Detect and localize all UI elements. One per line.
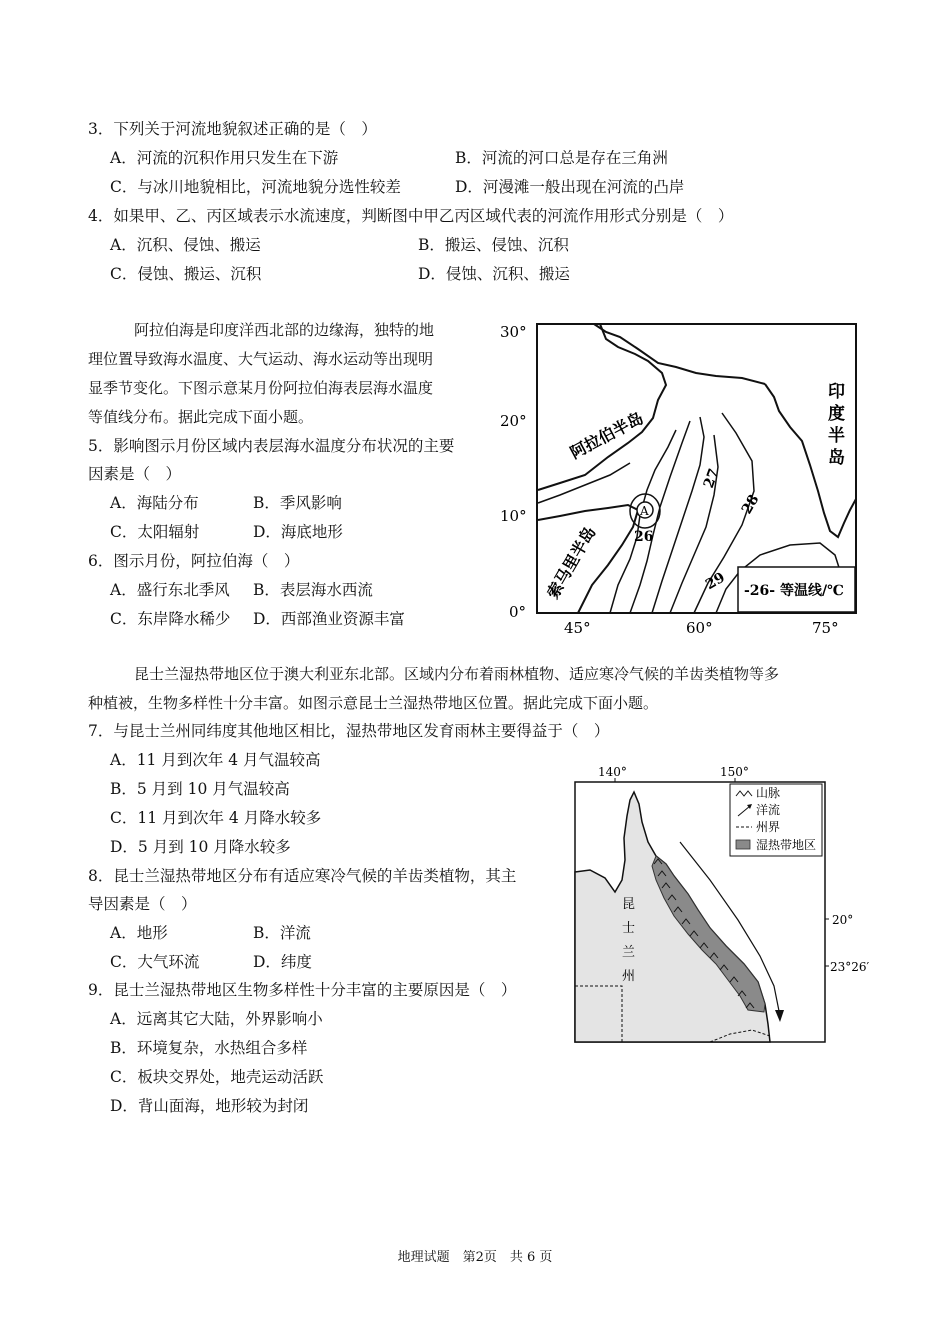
q5-option-d: D．海底地形 <box>253 523 343 541</box>
isotherm-label-27: 27 <box>700 466 723 491</box>
legend-current: 洋流 <box>756 803 781 817</box>
q4-option-c: C．侵蚀、搬运、沉积 <box>110 265 262 283</box>
legend-boundary: 州界 <box>756 820 781 834</box>
q4-option-b: B．搬运、侵蚀、沉积 <box>418 236 569 254</box>
india-label-2: 度 <box>828 404 845 424</box>
page-footer: 地理试题 第2页 共 6 页 <box>397 1250 553 1265</box>
q5-option-a: A．海陆分布 <box>110 494 199 512</box>
q3-stem: 3．下列关于河流地貌叙述正确的是（ ） <box>88 120 377 138</box>
legend-wet-tropics: 湿热带地区 <box>756 838 817 852</box>
legend-mountain: 山脉 <box>756 786 781 800</box>
q9-option-b: B．环境复杂，水热组合多样 <box>110 1039 308 1057</box>
india-label-1: 印 <box>828 382 845 402</box>
lat-label-10: 10° <box>500 507 527 525</box>
q6-option-b: B．表层海水西流 <box>253 581 373 599</box>
arabian-peninsula-label: 阿拉伯半岛 <box>566 408 647 463</box>
q5-option-c: C．太阳辐射 <box>110 523 200 541</box>
q8-option-c: C．大气环流 <box>110 953 200 971</box>
q3-option-a: A．河流的沉积作用只发生在下游 <box>110 149 339 167</box>
q7-option-c: C．11 月到次年 4 月降水较多 <box>110 809 322 827</box>
lon-label-140: 140° <box>598 765 627 779</box>
isotherm-label-26: 26 <box>634 529 654 545</box>
arabian-intro-line-4: 等值线分布。据此完成下面小题。 <box>88 408 314 426</box>
q4-option-a: A．沉积、侵蚀、搬运 <box>110 236 261 254</box>
q8-option-a: A．地形 <box>110 924 168 942</box>
india-label-3: 半 <box>828 426 845 446</box>
q7-option-d: D．5 月到 10 月降水较多 <box>110 838 291 856</box>
q6-option-c: C．东岸降水稀少 <box>110 610 231 628</box>
state-label-2: 士 <box>622 921 636 936</box>
q8-stem-2: 导因素是（ ） <box>88 895 197 913</box>
q6-stem: 6．图示月份，阿拉伯海（ ） <box>88 552 300 570</box>
lat-label-20: 20° <box>500 412 527 430</box>
state-label-3: 兰 <box>622 945 636 960</box>
isotherm-legend: -26- 等温线/℃ <box>744 583 844 599</box>
lat-label-20: 20° <box>832 913 854 927</box>
q9-option-d: D．背山面海，地形较为封闭 <box>110 1097 309 1115</box>
queensland-intro-2: 种植被，生物多样性十分丰富。如图示意昆士兰湿热带地区位置。据此完成下面小题。 <box>88 694 659 712</box>
q6-option-a: A．盛行东北季风 <box>110 581 230 599</box>
lon-label-45: 45° <box>564 619 591 637</box>
q9-option-a: A．远离其它大陆，外界影响小 <box>110 1010 323 1028</box>
q5-stem-1: 5．影响图示月份区域内表层海水温度分布状况的主要 <box>88 437 455 455</box>
india-label-4: 岛 <box>828 448 845 468</box>
q7-option-b: B．5 月到 10 月气温较高 <box>110 780 290 798</box>
q9-stem: 9．昆士兰湿热带地区生物多样性十分丰富的主要原因是（ ） <box>88 981 517 999</box>
q9-option-c: C．板块交界处，地壳运动活跃 <box>110 1068 324 1086</box>
queensland-intro-1: 昆士兰湿热带地区位于澳大利亚东北部。区域内分布着雨林植物、适应寒冷气候的羊齿类植物等多 <box>134 665 780 683</box>
arabian-sea-isotherm-map <box>490 315 870 645</box>
state-label-4: 州 <box>622 969 636 984</box>
arabian-intro-line-2: 理位置导致海水温度、大气运动、海水运动等出现明 <box>88 350 434 368</box>
lat-label-0: 0° <box>509 603 527 621</box>
isotherm-label-28: 28 <box>738 492 763 517</box>
somali-peninsula-label: 索马里半岛 <box>543 523 600 602</box>
isotherm-label-29: 29 <box>702 569 728 594</box>
q3-option-c: C．与冰川地貌相比，河流地貌分选性较差 <box>110 178 401 196</box>
lon-label-75: 75° <box>812 619 839 637</box>
lat-label-30: 30° <box>500 323 527 341</box>
point-a-label: A <box>640 504 649 518</box>
queensland-wet-tropics-map <box>570 760 890 1050</box>
arabian-intro-line-3: 显季节变化。下图示意某月份阿拉伯海表层海水温度 <box>88 379 434 397</box>
q8-option-b: B．洋流 <box>253 924 311 942</box>
lat-label-2326: 23°26′ <box>830 960 870 974</box>
q4-option-d: D．侵蚀、沉积、搬运 <box>418 265 570 283</box>
q8-option-d: D．纬度 <box>253 953 312 971</box>
q6-option-d: D．西部渔业资源丰富 <box>253 610 405 628</box>
legend-wet-tropics-icon <box>736 840 750 849</box>
lon-label-60: 60° <box>686 619 713 637</box>
arabian-intro-line-1: 阿拉伯海是印度洋西北部的边缘海，独特的地 <box>134 321 435 339</box>
q5-stem-2: 因素是（ ） <box>88 465 182 483</box>
q7-stem: 7．与昆士兰州同纬度其他地区相比，湿热带地区发育雨林主要得益于（ ） <box>88 722 610 740</box>
state-label-1: 昆 <box>622 897 636 912</box>
q3-option-b: B．河流的河口总是存在三角洲 <box>455 149 668 167</box>
q4-stem: 4．如果甲、乙、丙区域表示水流速度，判断图中甲乙丙区域代表的河流作用形式分别是（ ） <box>88 207 734 225</box>
q7-option-a: A．11 月到次年 4 月气温较高 <box>110 751 321 769</box>
lon-label-150: 150° <box>720 765 749 779</box>
q3-option-d: D．河漫滩一般出现在河流的凸岸 <box>455 178 685 196</box>
q8-stem-1: 8．昆士兰湿热带地区分布有适应寒冷气候的羊齿类植物，其主 <box>88 867 517 885</box>
q5-option-b: B．季风影响 <box>253 494 342 512</box>
